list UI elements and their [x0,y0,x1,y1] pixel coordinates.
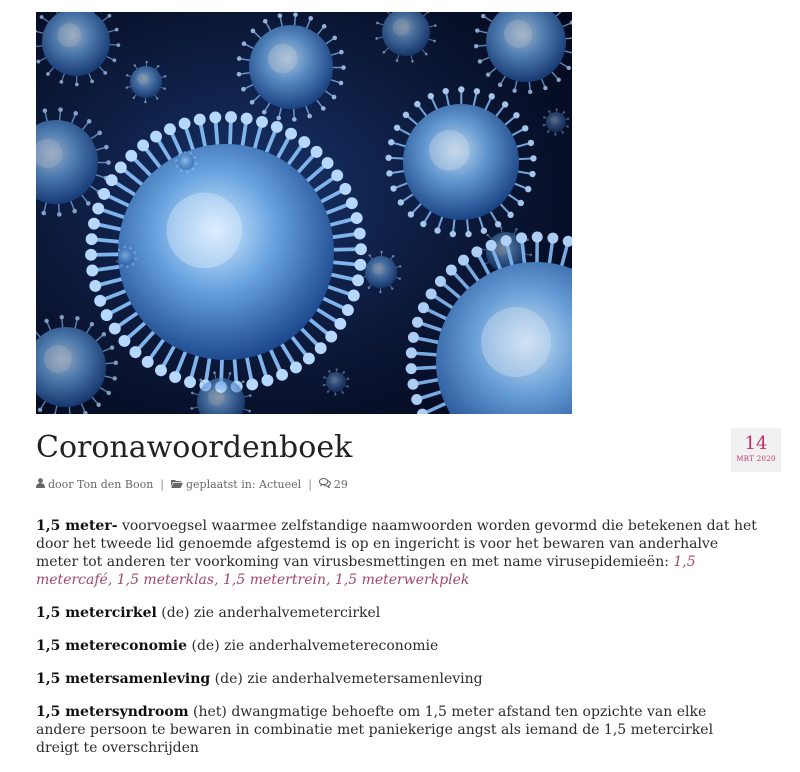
dictionary-entry [36,517,758,589]
dictionary-entry [36,703,758,757]
post-date-badge [731,428,781,472]
meta-separator: | [308,478,312,491]
dictionary-entry [36,604,758,622]
entry-term: 1,5 metereconomie [36,638,187,654]
meta-separator: | [160,478,164,491]
entry-definition: dwangmatige behoefte om 1,5 meter afstand ten opzichte van elke andere persoon te bewaren in combinatie met paniekerige angst als iemand de 1,5 metercirkel dreigt te overschrijden [36,704,713,756]
post-title: Coronawoordenboek [36,428,352,468]
entry-term: 1,5 metercirkel [36,605,157,621]
entry-definition: zie anderhalvemetereconomie [220,638,439,654]
post-comments-link[interactable]: 29 [334,478,348,491]
post-author-link[interactable]: door Ton den Boon [48,478,153,491]
post-date-day: 14 [731,428,781,454]
entry-examples: 1,5 metercafé, 1,5 meterklas, 1,5 metertrein, 1,5 meterwerkplek [36,554,696,588]
entry-grammar: (de) [187,638,220,654]
entry-definition: zie anderhalvemetercirkel [189,605,380,621]
post-date-month: MRT 2020 [731,454,781,464]
entry-grammar: (het) [189,704,227,720]
entry-definition: zie anderhalvemetersamenleving [243,671,483,687]
post-meta [36,478,348,491]
entry-grammar: (de) [157,605,190,621]
entry-term: 1,5 metersamenleving [36,671,210,687]
post-category-link[interactable]: Actueel [259,478,301,491]
post-category-prefix: geplaatst in: [186,478,256,491]
folder-open-icon [171,478,183,491]
entry-term: 1,5 meter- [36,518,118,534]
featured-image [36,12,572,414]
post-content [36,517,758,772]
entry-term: 1,5 metersyndroom [36,704,189,720]
comments-icon [319,478,331,491]
entry-definition: voorvoegsel waarmee zelfstandige naamwoorden worden gevormd die betekenen dat het door het tweede lid genoemde afgestemd is op en ingericht is voor het bewaren van anderhalve meter tot anderen ter voorkoming van virusbesmettingen en met name virusepidemieën: [36,518,757,570]
entry-grammar: (de) [210,671,243,687]
dictionary-entry [36,670,758,688]
dictionary-entry [36,637,758,655]
user-icon [36,478,45,491]
